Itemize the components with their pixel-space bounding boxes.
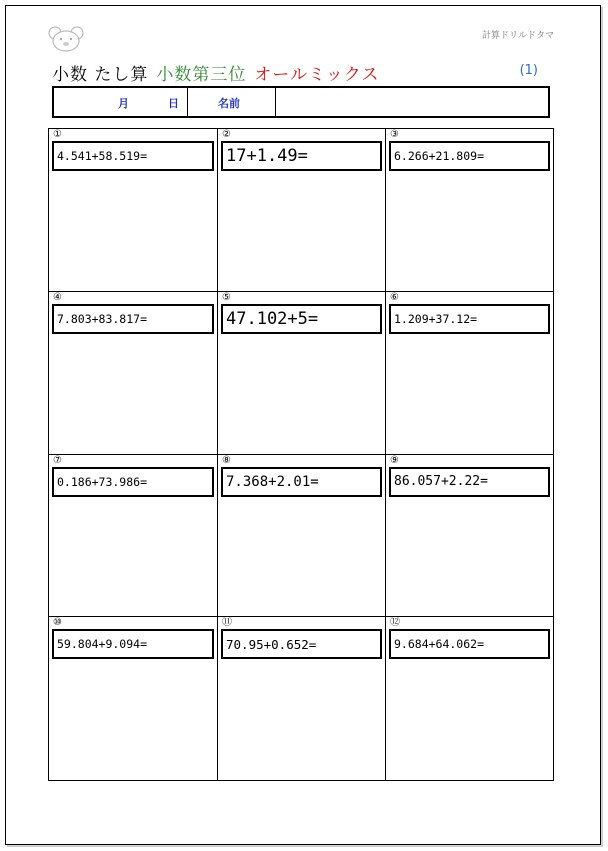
problem-expression: 17+1.49=: [221, 141, 382, 171]
problem-expression: 7.803+83.817=: [52, 304, 214, 334]
problem-cell: [218, 129, 386, 292]
problem-cell: [386, 292, 553, 455]
problem-number: ①: [53, 129, 62, 140]
problem-cell: [49, 455, 218, 618]
header-box: [52, 86, 550, 118]
name-label: 名前: [218, 97, 240, 110]
day-label: 日: [168, 97, 179, 110]
problem-number: ⑦: [53, 454, 62, 466]
sheet-number: (1): [519, 63, 538, 78]
problem-expression: 4.541+58.519=: [52, 141, 214, 171]
problem-expression: 7.368+2.01=: [221, 467, 382, 497]
problem-number: ③: [390, 129, 399, 140]
month-label: 月: [118, 97, 129, 110]
problem-number: ⑫: [390, 617, 400, 629]
problem-expression: 6.266+21.809=: [389, 141, 550, 171]
problem-cell: [386, 617, 553, 780]
problem-number: ⑩: [53, 617, 62, 629]
problem-expression: 1.209+37.12=: [389, 304, 550, 334]
title-part-mix: オールミックス: [254, 65, 380, 85]
problem-cell: [218, 292, 386, 455]
problem-number: ⑤: [222, 291, 231, 303]
problem-cell: [386, 455, 553, 618]
problem-cell: [49, 617, 218, 780]
problem-expression: 59.804+9.094=: [52, 629, 214, 659]
problem-number: ⑨: [390, 454, 399, 466]
problem-number: ②: [222, 129, 231, 140]
problem-expression: 47.102+5=: [221, 304, 382, 334]
problem-number: ⑧: [222, 454, 231, 466]
name-field[interactable]: [276, 88, 548, 116]
problem-expression: 70.95+0.652=: [221, 629, 382, 659]
date-field[interactable]: [54, 88, 188, 116]
problem-grid: [48, 128, 554, 781]
problem-cell: [386, 129, 553, 292]
problem-cell: [49, 292, 218, 455]
problem-number: ⑥: [390, 291, 399, 303]
problem-expression: 0.186+73.986=: [52, 467, 214, 497]
problem-expression: 86.057+2.22=: [389, 467, 550, 497]
problem-cell: [49, 129, 218, 292]
problem-cell: [218, 617, 386, 780]
title-part-addition: 小数 たし算: [52, 65, 149, 85]
mascot-logo-icon: [48, 26, 84, 52]
title-part-level: 小数第三位: [156, 65, 247, 85]
name-label-cell: [188, 88, 276, 116]
problem-number: ⑪: [222, 617, 232, 629]
problem-expression: 9.684+64.062=: [389, 629, 550, 659]
problem-number: ④: [53, 291, 62, 303]
brand-name: 計算ドリルドタマ: [481, 31, 554, 41]
problem-cell: [218, 455, 386, 618]
worksheet-title: [52, 60, 380, 85]
